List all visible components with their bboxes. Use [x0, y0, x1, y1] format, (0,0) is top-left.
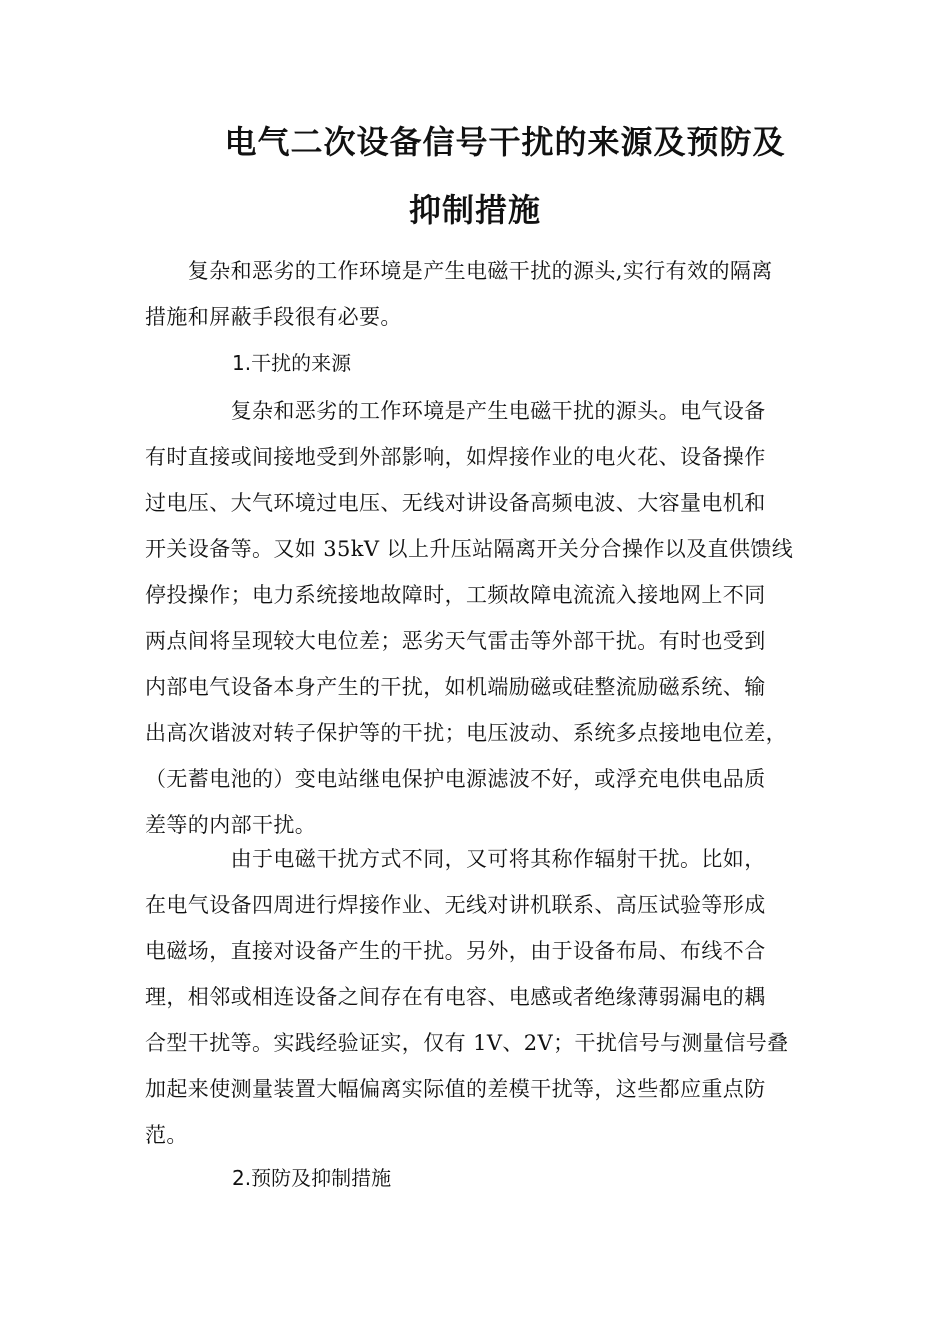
paragraph-line: 加起来使测量装置大幅偏离实际值的差模干扰等，这些都应重点防 — [145, 1077, 766, 1101]
paragraph-line: 有时直接或间接地受到外部影响，如焊接作业的电火花、设备操作 — [145, 445, 766, 469]
paragraph-line: 出高次谐波对转子保护等的干扰；电压波动、系统多点接地电位差， — [145, 721, 787, 745]
document-title-line-1: 电气二次设备信号干扰的来源及预防及 — [224, 123, 786, 161]
paragraph-line: 两点间将呈现较大电位差；恶劣天气雷击等外部干扰。有时也受到 — [145, 629, 766, 653]
paragraph-line: 内部电气设备本身产生的干扰，如机端励磁或硅整流励磁系统、输 — [145, 675, 766, 699]
intro-paragraph — [145, 248, 825, 340]
paragraph-line: 复杂和恶劣的工作环境是产生电磁干扰的源头,实行有效的隔离 — [145, 259, 773, 283]
section-1-paragraph-2 — [145, 836, 825, 1158]
paragraph-line: 理，相邻或相连设备之间存在有电容、电感或者绝缘薄弱漏电的耦 — [145, 985, 766, 1009]
paragraph-line: 合型干扰等。实践经验证实，仅有 1V、2V；干扰信号与测量信号叠 — [145, 1031, 789, 1055]
section-2-heading: 2.预防及抑制措施 — [232, 1166, 392, 1190]
section-1-heading: 1.干扰的来源 — [232, 351, 352, 375]
paragraph-line: （无蓄电池的）变电站继电保护电源滤波不好，或浮充电供电品质 — [145, 767, 766, 791]
document-title-line-2: 抑制措施 — [408, 191, 541, 229]
paragraph-line: 停投操作；电力系统接地故障时，工频故障电流流入接地网上不同 — [145, 583, 766, 607]
section-1-paragraph-1 — [145, 388, 825, 848]
paragraph-line: 过电压、大气环境过电压、无线对讲设备高频电波、大容量电机和 — [145, 491, 766, 515]
paragraph-line: 差等的内部干扰。 — [145, 813, 317, 837]
paragraph-line: 在电气设备四周进行焊接作业、无线对讲机联系、高压试验等形成 — [145, 893, 766, 917]
paragraph-line: 范。 — [145, 1123, 188, 1147]
paragraph-line: 由于电磁干扰方式不同，又可将其称作辐射干扰。比如， — [145, 847, 766, 871]
paragraph-line: 开关设备等。又如 35kV 以上升压站隔离开关分合操作以及直供馈线 — [145, 537, 794, 561]
paragraph-line: 复杂和恶劣的工作环境是产生电磁干扰的源头。电气设备 — [145, 399, 766, 423]
paragraph-line: 电磁场，直接对设备产生的干扰。另外，由于设备布局、布线不合 — [145, 939, 766, 963]
paragraph-line: 措施和屏蔽手段很有必要。 — [145, 305, 402, 329]
